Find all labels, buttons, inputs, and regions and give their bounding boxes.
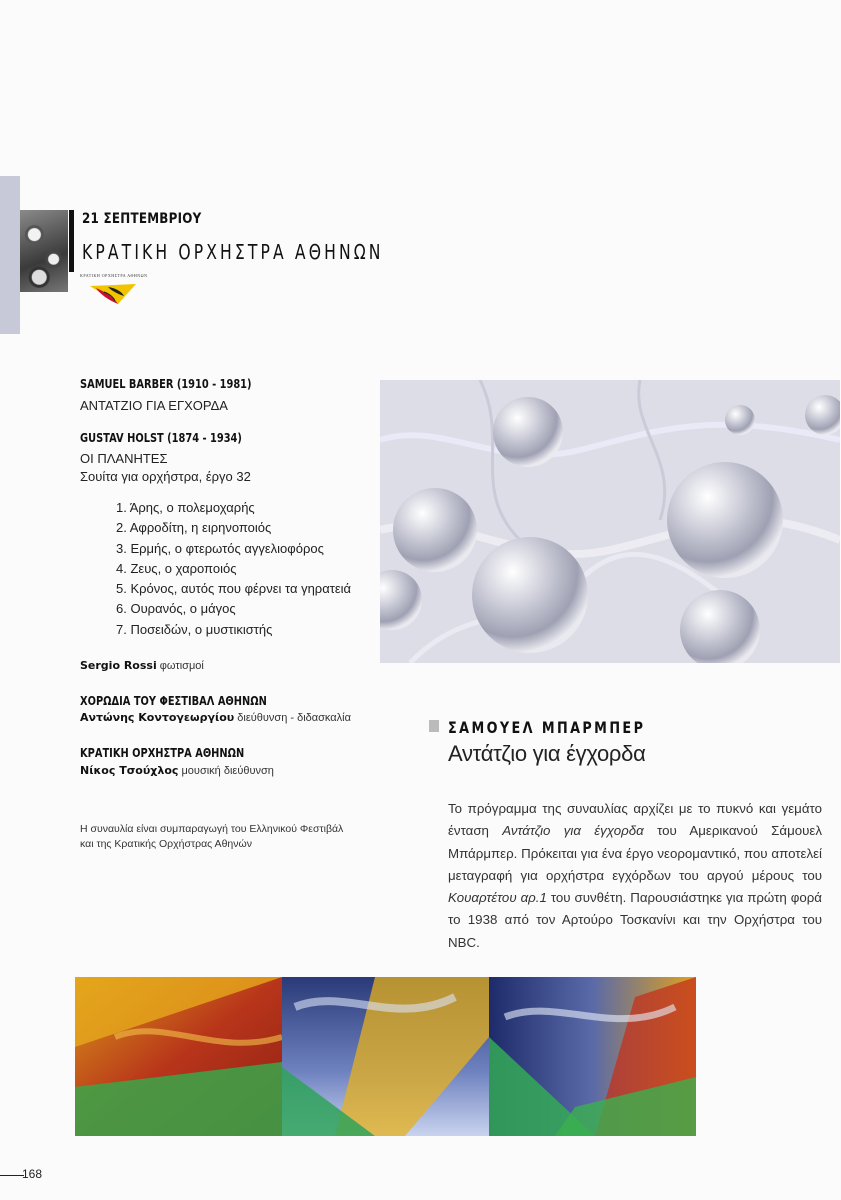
movement-item: 7. Ποσειδών, ο μυστικιστής xyxy=(116,621,273,637)
side-tab xyxy=(0,176,20,334)
credit-name: Sergio Rossi xyxy=(80,659,157,672)
water-droplets-photo xyxy=(380,380,840,663)
article-subheading: Αντάτζιο για έγχορδα xyxy=(448,741,646,766)
article-italic-title: Αντάτζιο για έγχορδα xyxy=(502,823,644,839)
credit-choir xyxy=(80,711,351,724)
credit-role: διεύθυνση - διδασκαλία xyxy=(237,712,351,724)
movement-item: 5. Κρόνος, αυτός που φέρνει τα γηρατειά xyxy=(116,581,352,597)
heading-marker xyxy=(429,720,439,732)
composer-barber: SAMUEL BARBER (1910 - 1981) xyxy=(80,377,252,391)
work-adagio: ΑΝΤΑΤΖΙΟ ΓΙΑ ΕΓΧΟΡΔΑ xyxy=(80,398,228,413)
credit-name: Νίκος Τσούχλος xyxy=(80,764,179,777)
movement-item: 4. Ζευς, ο χαροποιός xyxy=(116,560,237,576)
header-bar xyxy=(69,210,74,272)
article-text: του συνθέτη. Παρουσιάστηκε για πρώτη φορά το 1938 από τον Αρτούρο Τοσκανίνι και την Ορχήστρα του NBC. xyxy=(448,890,822,950)
page-number: 168 xyxy=(22,1167,43,1181)
movement-item: 1. Άρης, ο πολεμοχαρής xyxy=(116,500,255,515)
credit-orchestra xyxy=(80,764,274,777)
logo-text: ΚΡΑΤΙΚΗ ΟΡΧΗΣΤΡΑ ΑΘΗΝΩΝ xyxy=(80,273,148,278)
composer-holst: GUSTAV HOLST (1874 - 1934) xyxy=(80,431,242,445)
movement-item: 6. Ουρανός, ο μάγος xyxy=(116,601,236,617)
credit-role: μουσική διεύθυνση xyxy=(181,765,274,777)
page-number-rule xyxy=(0,1175,24,1176)
credit-lighting xyxy=(80,659,204,672)
article-text: του Αμερικανού Σάμουελ Μπάρμπερ. Πρόκειται για ένα έργο νεορομαντικό, που αποτελεί μεταγραφή για ορχήστρα εγχόρδων του αργού μέρους του xyxy=(448,823,822,883)
article-heading: ΣΑΜΟΥΕΛ ΜΠΑΡΜΠΕΡ xyxy=(448,718,646,737)
movement-item: 2. Αφροδίτη, η ειρηνοποιός xyxy=(116,520,272,536)
work-planets-subtitle: Σουίτα για ορχήστρα, έργο 32 xyxy=(80,469,251,484)
orchestra-group-title: ΚΡΑΤΙΚΗ ΟΡΧΗΣΤΡΑ ΑΘΗΝΩΝ xyxy=(80,746,245,760)
concert-date: 21 ΣΕΠΤΕΜΒΡΙΟΥ xyxy=(82,211,202,227)
article-italic-title: Κουαρτέτου αρ.1 xyxy=(448,890,547,906)
movements-list xyxy=(116,500,351,642)
movement-item: 3. Ερμής, ο φτερωτός αγγελιοφόρος xyxy=(116,540,324,556)
choir-group-title: ΧΟΡΩΔΙΑ ΤΟΥ ΦΕΣΤΙΒΑΛ ΑΘΗΝΩΝ xyxy=(80,694,267,708)
article-body xyxy=(448,798,822,954)
credit-role: φωτισμοί xyxy=(159,660,204,672)
article-text: Το πρόγραμμα της συναυλίας αρχίζει με το πυκνό και γεμάτο ένταση xyxy=(448,801,822,839)
work-planets: ΟΙ ΠΛΑΝΗΤΕΣ xyxy=(80,451,168,466)
coproduction-note: Η συναυλία είναι συμπαραγωγή του Ελληνικού Φεστιβάλ και της Κρατικής Ορχήστρας Αθηνών xyxy=(80,823,344,850)
sky-artwork xyxy=(75,977,696,1136)
credit-name: Αντώνης Κοντογεωργίου xyxy=(80,711,235,724)
header-photo xyxy=(20,210,68,292)
orchestra-title: ΚΡΑΤΙΚΗ ΟΡΧΗΣΤΡΑ ΑΘΗΝΩΝ xyxy=(82,240,384,264)
orchestra-logo xyxy=(78,272,148,312)
